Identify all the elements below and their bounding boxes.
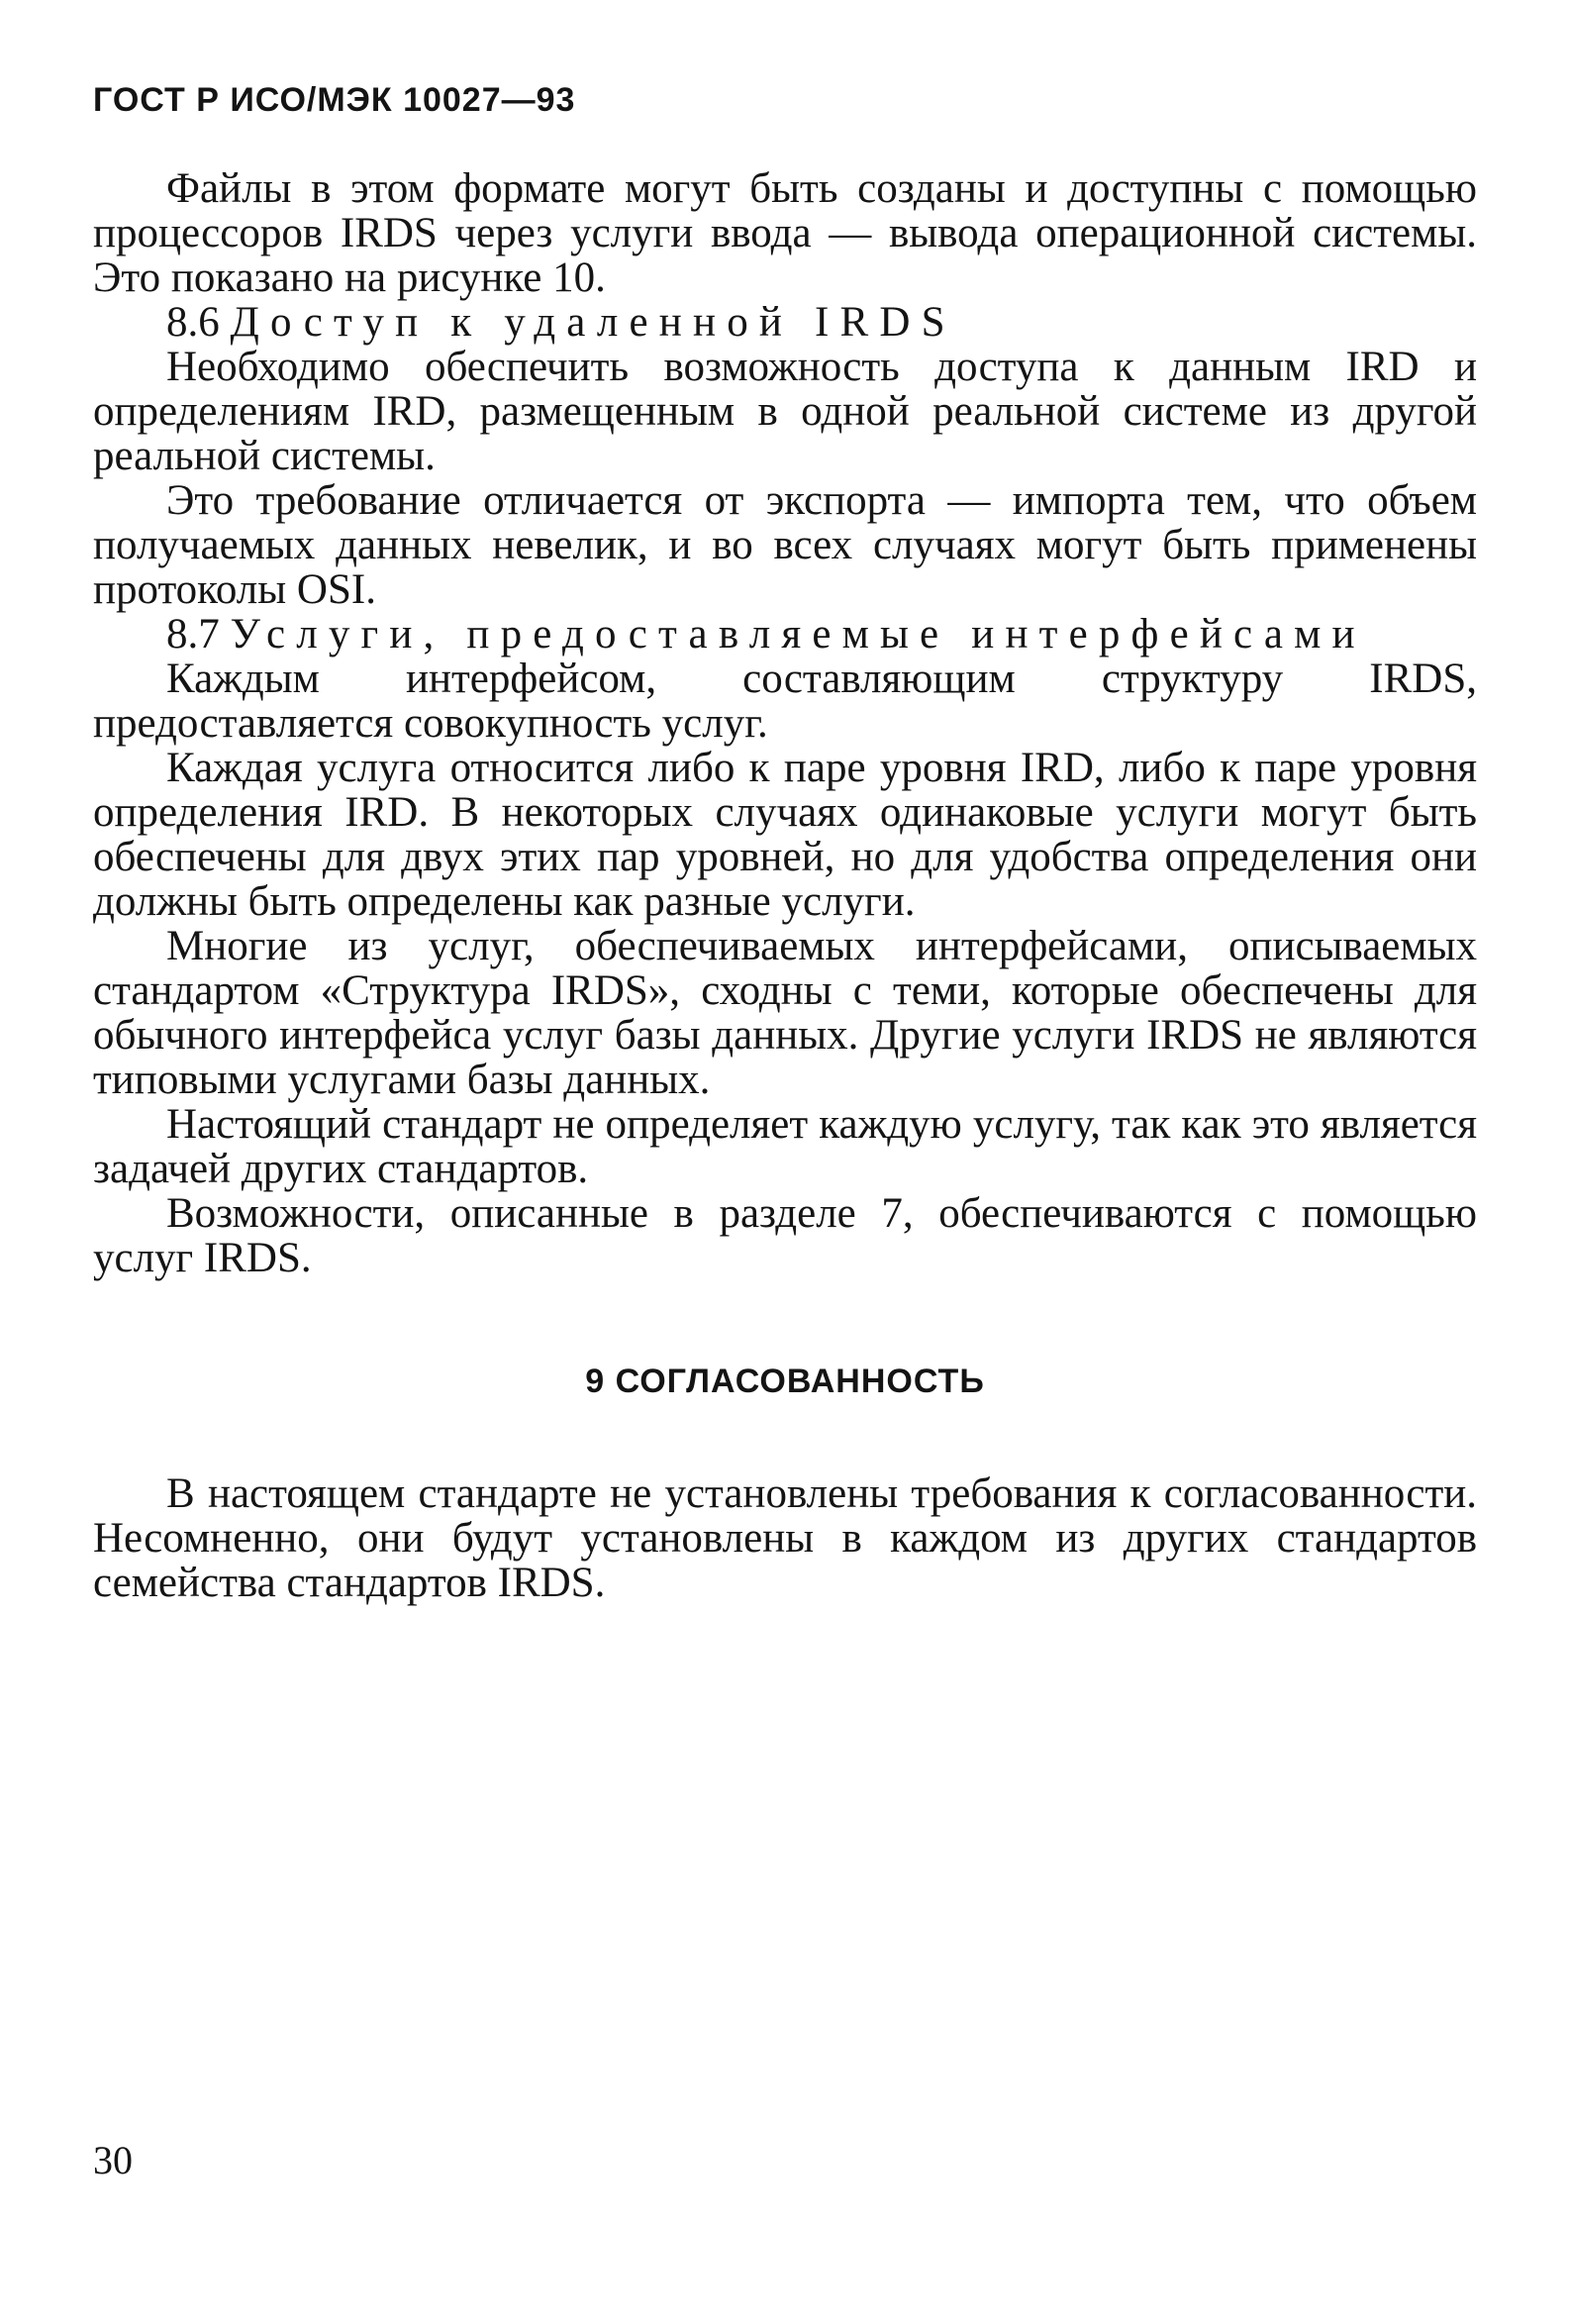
section-heading-8-7 bbox=[93, 612, 1477, 657]
section-title: Доступ к удаленной IRDS bbox=[230, 299, 956, 346]
paragraph-other-standards: Настоящий стандарт не определяет каждую услугу, так как это является задачей других стандартов. bbox=[93, 1101, 1477, 1192]
chapter-title: 9 СОГЛАСОВАННОСТЬ bbox=[585, 1363, 985, 1400]
paragraph-interface-services: Каждым интерфейсом, составляющим структуру IRDS, предоставляется совокупность услуг. bbox=[93, 656, 1477, 747]
section-title: Услуги, предоставляемые интерфейсами bbox=[230, 611, 1366, 657]
section-heading-8-6 bbox=[93, 300, 1477, 345]
section-number: 8.6 bbox=[166, 299, 220, 346]
paragraph-export-import: Это требование отличается от экспорта — импорта тем, что объем получаемых данных невелик, и во всех случаях могут быть применены протоколы OSI. bbox=[93, 477, 1477, 613]
page-body bbox=[93, 166, 1477, 1605]
document-header: ГОСТ Р ИСО/МЭК 10027—93 bbox=[93, 81, 576, 119]
paragraph-service-levels: Каждая услуга относится либо к паре уровня IRD, либо к паре уровня определения IRD. В некоторых случаях одинаковые услуги могут быть обеспечены для двух этих пар уровней, но для удобства определения они должны быть определены как разные услуги. bbox=[93, 745, 1477, 925]
paragraph-capabilities: Возможности, описанные в разделе 7, обеспечиваются с помощью услуг IRDS. bbox=[93, 1190, 1477, 1281]
page-number: 30 bbox=[93, 2138, 133, 2182]
paragraph-conformance: В настоящем стандарте не установлены требования к согласованности. Несомненно, они будут установлены в каждом из других стандартов семейства стандартов IRDS. bbox=[93, 1470, 1477, 1606]
paragraph-remote-access: Необходимо обеспечить возможность доступа к данным IRD и определениям IRD, размещенным в одной реальной системе из другой реальной системы. bbox=[93, 344, 1477, 479]
paragraph-services-similarity: Многие из услуг, обеспечиваемых интерфейсами, описываемых стандартом «Структура IRDS», сходны с теми, которые обеспечены для обычного интерфейса услуг базы данных. Другие услуги IRDS не являются типовыми услугами базы данных. bbox=[93, 923, 1477, 1103]
paragraph-file-format: Файлы в этом формате могут быть созданы и доступны с помощью процессоров IRDS через услуги ввода — вывода операционной системы. Это показано на рисунке 10. bbox=[93, 165, 1477, 301]
section-number: 8.7 bbox=[166, 611, 220, 657]
